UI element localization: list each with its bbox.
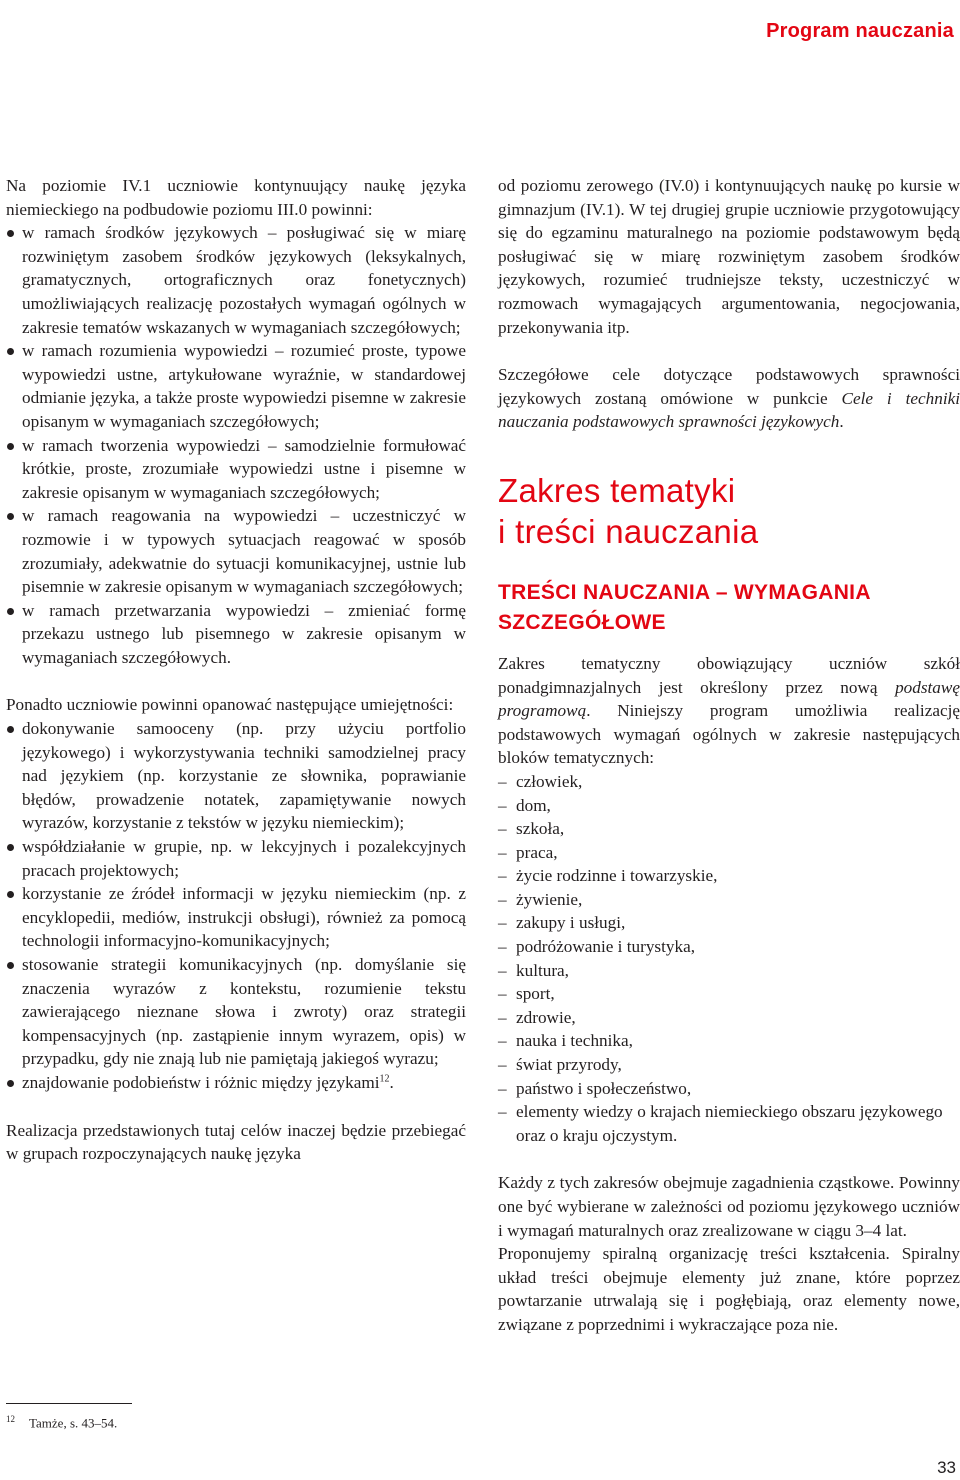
list-item: – życie rodzinne i towarzyskie, — [498, 864, 960, 888]
section-title-line1: Zakres tematyki — [498, 471, 736, 509]
list-item: – sport, — [498, 982, 960, 1006]
topics-list — [498, 770, 960, 1148]
list-item: – świat przyrody, — [498, 1053, 960, 1077]
list-item: – zdrowie, — [498, 1006, 960, 1030]
list-item: – nauka i technika, — [498, 1029, 960, 1053]
section-title — [498, 470, 960, 552]
left-column — [6, 174, 466, 1166]
list-item: – szkoła, — [498, 817, 960, 841]
spiral-paragraph: Proponujemy spiralną organizację treści kształcenia. Spiralny układ treści obejmuje elementy już znane, które poprzez powtarzanie utrwalają się i pogłębiają, oraz elementy nowe, związane z poprzednimi i wykraczające poza nie. — [498, 1244, 960, 1334]
subsection-title-line2: SZCZEGÓŁOWE — [498, 610, 666, 634]
section-title-line2: i treści nauczania — [498, 512, 759, 550]
list-item: – dom, — [498, 794, 960, 818]
list-item: – żywienie, — [498, 888, 960, 912]
running-header-title: Program nauczania — [766, 20, 954, 42]
list-item: w ramach rozumienia wypowiedzi – rozumieć proste, typowe wypowiedzi ustne, artykułowane wyraźnie, w standardowej odmianie języka, a także proste wypowiedzi pisemne w zakresie opisanym w wymaganiach szczegółowych; — [6, 339, 466, 433]
list-item-text: znajdowanie podobieństw i różnic między językami — [22, 1072, 380, 1092]
list-item: w ramach tworzenia wypowiedzi – samodzielnie formułować krótkie, proste, zrozumiałe wypowiedzi ustne i pisemne w zakresie opisanym w wymaganiach szczegółowych; — [6, 434, 466, 505]
list-item: – elementy wiedzy o krajach niemieckiego obszaru językowego oraz o kraju ojczystym. — [498, 1100, 960, 1147]
list-item: – kultura, — [498, 959, 960, 983]
details-paragraph — [498, 363, 960, 434]
list-item: – praca, — [498, 841, 960, 865]
scope-paragraph — [498, 652, 960, 770]
list-item: w ramach reagowania na wypowiedzi – uczestniczyć w rozmowie i w typowych sytuacjach reagować w sposób zrozumiały, adekwatnie do sytuacji komunikacyjnej, ustnie lub pisemnie w zakresie opisanym w wymaganiach szczegółowych; — [6, 504, 466, 598]
subsection-title — [498, 578, 960, 638]
list-item: w ramach środków językowych – posługiwać się w miarę rozwiniętym zasobem środków językowych (leksykalnych, gramatycznych, ortograficznych oraz fonetycznych) umożliwiających realizację pozostałych wymagań ogólnych w zakresie tematów wskazanych w wymaganiach szczegółowych; — [6, 221, 466, 339]
right-column — [498, 174, 960, 1337]
page-number: 33 — [937, 1458, 956, 1477]
each-scope-paragraph: Każdy z tych zakresów obejmuje zagadnienia cząstkowe. Powinny one być wybierane w zależności od poziomu językowego uczniów i wymagań maturalnych oraz zrealizowane w ciągu 3–4 lat. — [498, 1173, 960, 1240]
details-end: . — [839, 412, 844, 432]
skills-intro-paragraph: Ponadto uczniowie powinni opanować następujące umiejętności: — [6, 695, 454, 715]
list-item: – zakupy i usługi, — [498, 911, 960, 935]
realization-paragraph: Realizacja przedstawionych tutaj celów inaczej będzie przebiegać w grupach rozpoczynających naukę języka — [6, 1120, 466, 1164]
subsection-title-line1: TREŚCI NAUCZANIA – WYMAGANIA — [498, 580, 871, 604]
list-item: – państwo i społeczeństwo, — [498, 1077, 960, 1101]
scope-end: . Niniejszy program umożliwia realizację podstawowych wymagań ogólnych w zakresie następujących bloków tematycznych: — [498, 701, 960, 768]
continuation-paragraph: od poziomu zerowego (IV.0) i kontynuujących naukę po kursie w gimnazjum (IV.1). W tej drugiej grupie uczniowie przygotowujący się do egzaminu maturalnego na poziomie podstawowym będą posługiwać się w miarę rozwiniętym zasobem środków językowych, rozumieć trudniejsze teksty, uczestniczyć w rozmowach wymagających argumentowania, negocjowania, przekonywania itp. — [498, 176, 960, 337]
footnote-number: 12 — [6, 1414, 15, 1424]
footnote-divider — [6, 1403, 132, 1404]
list-item: korzystanie ze źródeł informacji w języku niemieckim (np. z encyklopedii, mediów, instrukcji obsługi), również za pomocą technologii informacyjno-komunikacyjnych; — [6, 882, 466, 953]
list-item: dokonywanie samooceny (np. przy użyciu portfolio językowego) i wykorzystywania techniki samodzielnej pracy nad językiem (np. korzystanie ze słownika, poprawianie błędów, prowadzenie notatek, zapamiętywanie nowych wyrazów, korzystanie z tekstów w języku niemieckim); — [6, 717, 466, 835]
goals-list — [6, 221, 466, 669]
scope-italic: podstawę programową — [498, 677, 960, 721]
footnote-text: Tamże, s. 43–54. — [29, 1415, 118, 1431]
footnote-reference: 12 — [379, 1073, 390, 1085]
list-item: stosowanie strategii komunikacyjnych (np. domyślanie się znaczenia wyrazów z kontekstu, rozumienie tekstu zawierającego nieznane słowa i zwroty) oraz strategii kompensacyjnych (np. zastąpienie innym wyrazem, opis) w przypadku, gdy nie znają lub nie pamiętają jakiegoś wyrazu; — [6, 953, 466, 1071]
skills-list — [6, 717, 466, 1095]
list-item — [6, 1071, 466, 1095]
details-italic: Cele i techniki nauczania podstawowych sprawności językowych — [498, 388, 960, 432]
footnote — [6, 1414, 117, 1431]
intro-paragraph: Na poziomie IV.1 uczniowie kontynuujący naukę języka niemieckiego na podbudowie poziomu III.0 powinni: — [6, 176, 466, 219]
list-item: – podróżowanie i turystyka, — [498, 935, 960, 959]
list-item: współdziałanie w grupie, np. w lekcyjnych i pozalekcyjnych pracach projektowych; — [6, 835, 466, 882]
list-item-end: . — [389, 1072, 394, 1092]
details-text: Szczegółowe cele dotyczące podstawowych sprawności językowych zostaną omówione w punkcie — [498, 365, 960, 408]
list-item: – człowiek, — [498, 770, 960, 794]
list-item: w ramach przetwarzania wypowiedzi – zmieniać formę przekazu ustnego lub pisemnego w zakresie opisanym w wymaganiach szczegółowych. — [6, 599, 466, 670]
scope-text: Zakres tematyczny obowiązujący uczniów szkół ponadgimnazjalnych jest określony przez nową — [498, 653, 960, 697]
